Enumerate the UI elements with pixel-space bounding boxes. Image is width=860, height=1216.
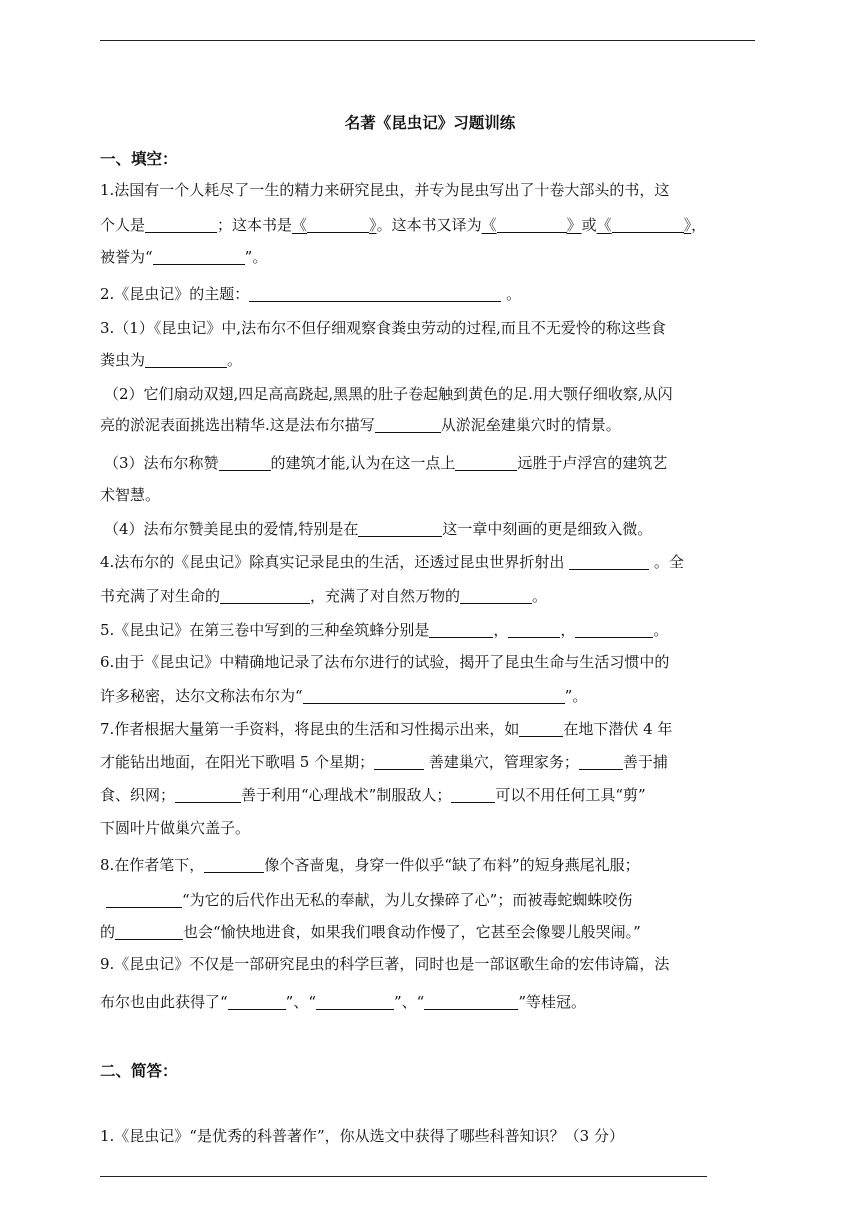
short-answer-question-1: 1.《昆虫记》“是优秀的科普著作”，你从选文中获得了哪些科普知识？（3 分） bbox=[100, 1127, 624, 1145]
question-3-line-5: （3）法布尔称赞 的建筑才能,认为在这一点上 远胜于卢浮宫的建筑艺 bbox=[104, 454, 668, 472]
blank-insect-building-nest[interactable] bbox=[375, 416, 441, 433]
blank-book-title[interactable] bbox=[307, 216, 369, 233]
blank-theme[interactable] bbox=[249, 285, 501, 302]
question-2: 2.《昆虫记》的主题： 。 bbox=[100, 285, 522, 303]
blank-bee-3[interactable] bbox=[575, 621, 653, 638]
question-5: 5.《昆虫记》在第三卷中写到的三种垒筑蜂分别是 ， ， 。 bbox=[100, 621, 669, 639]
blank-chapter-name[interactable] bbox=[358, 520, 442, 537]
question-3-line-7: （4）法布尔赞美昆虫的爱情,特别是在 这一章中刻画的更是细致入微。 bbox=[104, 520, 653, 538]
blank-reputation[interactable] bbox=[153, 248, 245, 265]
question-7-line-1: 7.作者根据大量第一手资料，将昆虫的生活和习性揭示出来，如 在地下潜伏 4 年 bbox=[100, 720, 673, 738]
blank-alt-title-2[interactable] bbox=[612, 216, 684, 233]
header-rule bbox=[100, 40, 755, 41]
question-8-line-1: 8.在作者笔下， 像个吝啬鬼，身穿一件似乎“缺了布料”的短身燕尾礼服； bbox=[100, 856, 640, 874]
blank-laurel-2[interactable] bbox=[316, 993, 394, 1010]
blank-architect-insect[interactable] bbox=[219, 454, 271, 471]
section-heading-fill-blank: 一、填空： bbox=[100, 149, 178, 168]
question-3-line-4: 亮的淤泥表面挑选出精华.这是法布尔描写 从淤泥垒建巢穴时的情景。 bbox=[100, 416, 621, 434]
blank-attitude-to-life[interactable] bbox=[220, 587, 310, 604]
blank-devoted-parent-insect[interactable] bbox=[106, 891, 182, 908]
question-1-line-3: 被誉为“ ”。 bbox=[100, 248, 268, 266]
question-4-line-2: 书充满了对生命的 ，充满了对自然万物的 。 bbox=[100, 587, 548, 605]
blank-laurel-1[interactable] bbox=[228, 993, 286, 1010]
question-3-line-6: 术智慧。 bbox=[100, 486, 161, 504]
blank-insect-nest-builder[interactable] bbox=[374, 753, 424, 770]
blank-insect-underground[interactable] bbox=[519, 720, 563, 737]
question-7-line-2: 才能钻出地面，在阳光下歌唱 5 个星期； 善建巢穴，管理家务； 善于捕 bbox=[100, 753, 668, 771]
blank-laurel-3[interactable] bbox=[424, 993, 518, 1010]
question-4-line-1: 4.法布尔的《昆虫记》除真实记录昆虫的生活，还透过昆虫世界折射出 。全 bbox=[100, 553, 684, 571]
blank-insect-leaf-cutter[interactable] bbox=[451, 786, 495, 803]
question-3-line-3: （2）它们扇动双翅,四足高高跷起,黑黑的肚子卷起触到黄色的足.用大颚仔细收察,从闪 bbox=[104, 385, 673, 403]
question-3-line-2: 粪虫为 。 bbox=[100, 351, 243, 369]
blank-attitude-to-nature[interactable] bbox=[460, 587, 532, 604]
question-3-line-1: 3.（1）《昆虫记》中,法布尔不但仔细观察食粪虫劳动的过程,而且不无爱怜的称这些食 bbox=[100, 319, 666, 337]
question-9-line-1: 9.《昆虫记》不仅是一部研究昆虫的科学巨著，同时也是一部讴歌生命的宏伟诗篇，法 bbox=[100, 955, 670, 973]
blank-reflection[interactable] bbox=[569, 553, 649, 570]
blank-bee-1[interactable] bbox=[429, 621, 493, 638]
blank-darwin-title[interactable] bbox=[303, 687, 565, 704]
blank-insect-hunter[interactable] bbox=[579, 753, 623, 770]
question-6-line-2: 许多秘密，达尔文称法布尔为“ ”。 bbox=[100, 687, 588, 705]
question-6-line-1: 6.由于《昆虫记》中精确地记录了法布尔进行的试验，揭开了昆虫生命与生活习惯中的 bbox=[100, 653, 670, 671]
blank-author[interactable] bbox=[145, 216, 217, 233]
blank-alt-title-1[interactable] bbox=[497, 216, 567, 233]
blank-insect-superior[interactable] bbox=[455, 454, 517, 471]
blank-bee-2[interactable] bbox=[508, 621, 560, 638]
blank-bitten-insect[interactable] bbox=[115, 923, 183, 940]
blank-dung-beetle-name[interactable] bbox=[145, 351, 227, 368]
question-7-line-3: 食、织网； 善于利用“心理战术”制服敌人； 可以不用任何工具“剪” bbox=[100, 786, 646, 804]
question-1-line-2: 个人是 ；这本书是《 》。这本书又译为《 》或《 》， bbox=[100, 216, 707, 234]
blank-insect-psychological[interactable] bbox=[175, 786, 241, 803]
page-title: 名著《昆虫记》习题训练 bbox=[344, 113, 516, 132]
question-7-line-4: 下圆叶片做巢穴盖子。 bbox=[100, 819, 251, 837]
blank-miser-insect[interactable] bbox=[204, 856, 264, 873]
answer-line[interactable] bbox=[100, 1176, 707, 1177]
section-heading-short-answer: 二、简答： bbox=[100, 1061, 178, 1080]
question-8-line-2: “为它的后代作出无私的奉献，为儿女操碎了心”；而被毒蛇蜘蛛咬伤 bbox=[100, 890, 765, 910]
question-1-line-1: 1.法国有一个人耗尽了一生的精力来研究昆虫，并专为昆虫写出了十卷大部头的书，这 bbox=[100, 181, 670, 199]
question-9-line-2: 布尔也由此获得了“ ”、“ ”、“ ”等桂冠。 bbox=[100, 993, 587, 1011]
question-8-line-3: 的 也会“愉快地进食，如果我们喂食动作慢了，它甚至会像婴儿般哭闹。” bbox=[100, 923, 641, 941]
